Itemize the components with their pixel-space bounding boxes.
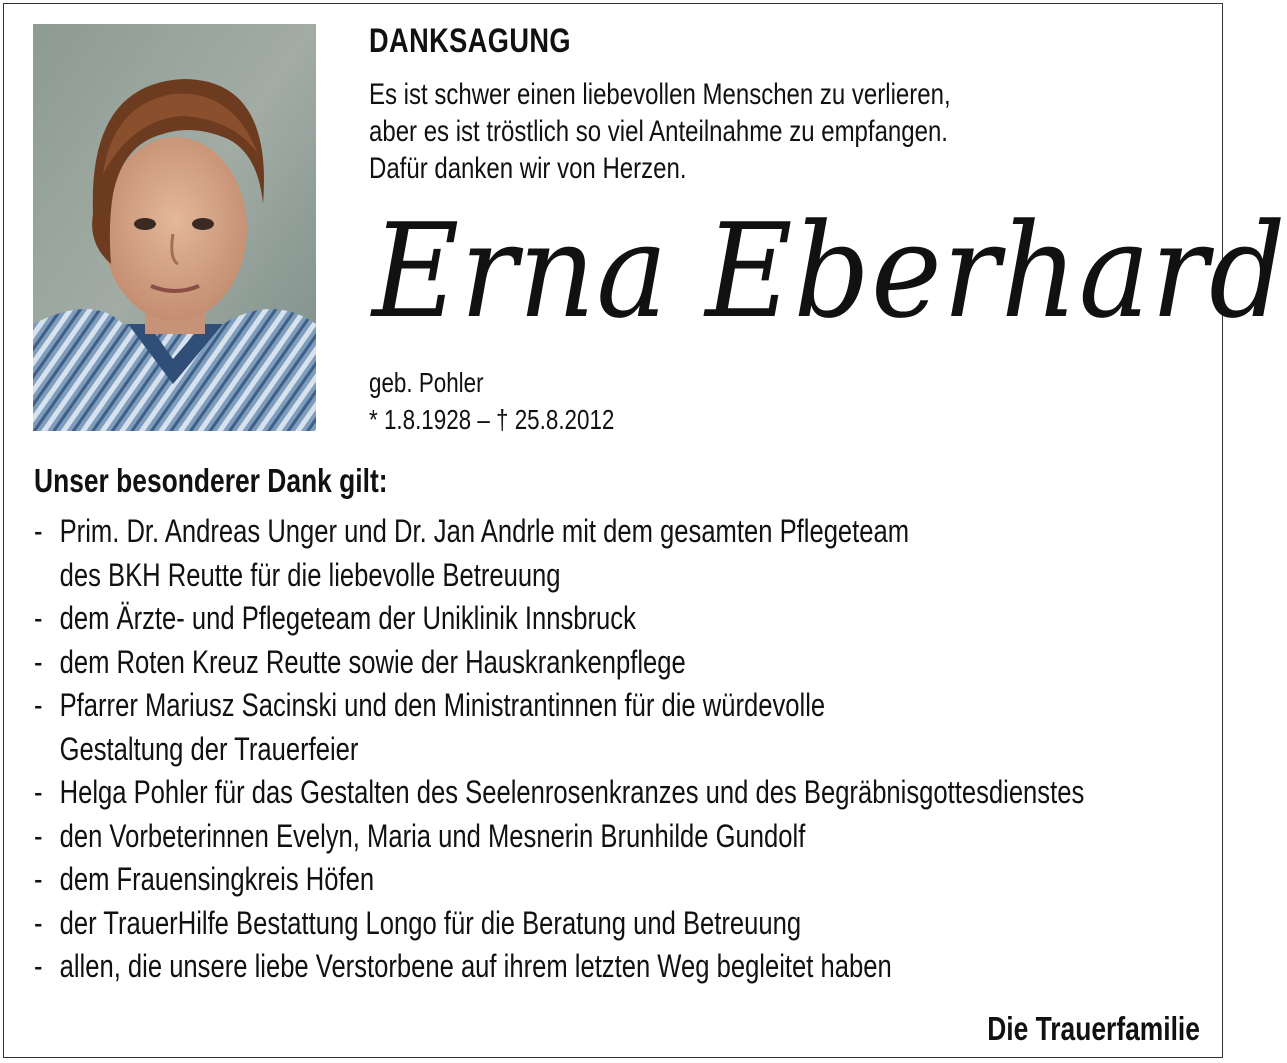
thanks-item-line: des BKH Reutte für die liebevolle Betreuung bbox=[59, 556, 561, 593]
bullet-dash: - bbox=[34, 687, 43, 723]
notice-heading: DANKSAGUNG bbox=[369, 22, 571, 60]
thanks-item-line: Prim. Dr. Andreas Unger und Dr. Jan Andrle mit dem gesamten Pflegeteam bbox=[59, 513, 910, 549]
verse-line: Dafür danken wir von Herzen. bbox=[369, 152, 687, 185]
verse-line: Es ist schwer einen liebevollen Menschen zu verlieren, bbox=[369, 78, 951, 111]
verse bbox=[369, 76, 951, 187]
thanks-item bbox=[34, 510, 1084, 597]
first-name: Erna bbox=[372, 195, 669, 347]
birth-info bbox=[369, 364, 614, 438]
thanks-item-line: allen, die unsere liebe Verstorbene auf ihrem letzten Weg begleitet haben bbox=[59, 948, 892, 984]
bullet-dash: - bbox=[34, 774, 43, 810]
bullet-dash: - bbox=[34, 643, 43, 680]
thanks-heading: Unser besonderer Dank gilt: bbox=[34, 462, 388, 499]
thanks-list bbox=[34, 510, 1084, 989]
bullet-dash: - bbox=[34, 861, 43, 897]
thanks-item bbox=[34, 684, 1084, 771]
life-dates: * 1.8.1928 – † 25.8.2012 bbox=[369, 404, 615, 435]
thanks-item bbox=[34, 902, 1084, 946]
thanks-item bbox=[34, 815, 1084, 859]
thanks-item bbox=[34, 945, 1084, 989]
thanks-item-line: den Vorbeterinnen Evelyn, Maria und Mesnerin Brunhilde Gundolf bbox=[59, 817, 806, 854]
thanks-item-line: dem Frauensingkreis Höfen bbox=[59, 861, 375, 897]
portrait-photo bbox=[33, 24, 316, 431]
thanks-item-line: dem Ärzte- und Pflegeteam der Uniklinik Innsbruck bbox=[59, 600, 636, 636]
thanks-item-line: Gestaltung der Trauerfeier bbox=[59, 730, 359, 767]
bullet-dash: - bbox=[34, 817, 43, 854]
bullet-dash: - bbox=[34, 948, 43, 984]
thanks-item-line: der TrauerHilfe Bestattung Longo für die Beratung und Betreuung bbox=[59, 904, 802, 941]
verse-line: aber es ist tröstlich so viel Anteilnahme zu empfangen. bbox=[369, 115, 948, 148]
bullet-dash: - bbox=[34, 513, 43, 549]
birth-name: geb. Pohler bbox=[369, 367, 484, 398]
thanks-item-line: Pfarrer Mariusz Sacinski und den Ministrantinnen für die würdevolle bbox=[59, 687, 826, 723]
deceased-name bbox=[372, 196, 1287, 346]
thanks-item-line: dem Roten Kreuz Reutte sowie der Hauskrankenpflege bbox=[59, 643, 686, 680]
thanks-item bbox=[34, 858, 1084, 902]
thanks-item bbox=[34, 641, 1084, 685]
bullet-dash: - bbox=[34, 904, 43, 941]
thanks-item-line: Helga Pohler für das Gestalten des Seelenrosenkranzes und des Begräbnisgottesdienstes bbox=[59, 774, 1085, 810]
thanks-item bbox=[34, 771, 1084, 815]
thanks-item bbox=[34, 597, 1084, 641]
signature: Die Trauerfamilie bbox=[987, 1010, 1200, 1047]
bullet-dash: - bbox=[34, 600, 43, 636]
last-name: Eberhard bbox=[705, 195, 1287, 347]
